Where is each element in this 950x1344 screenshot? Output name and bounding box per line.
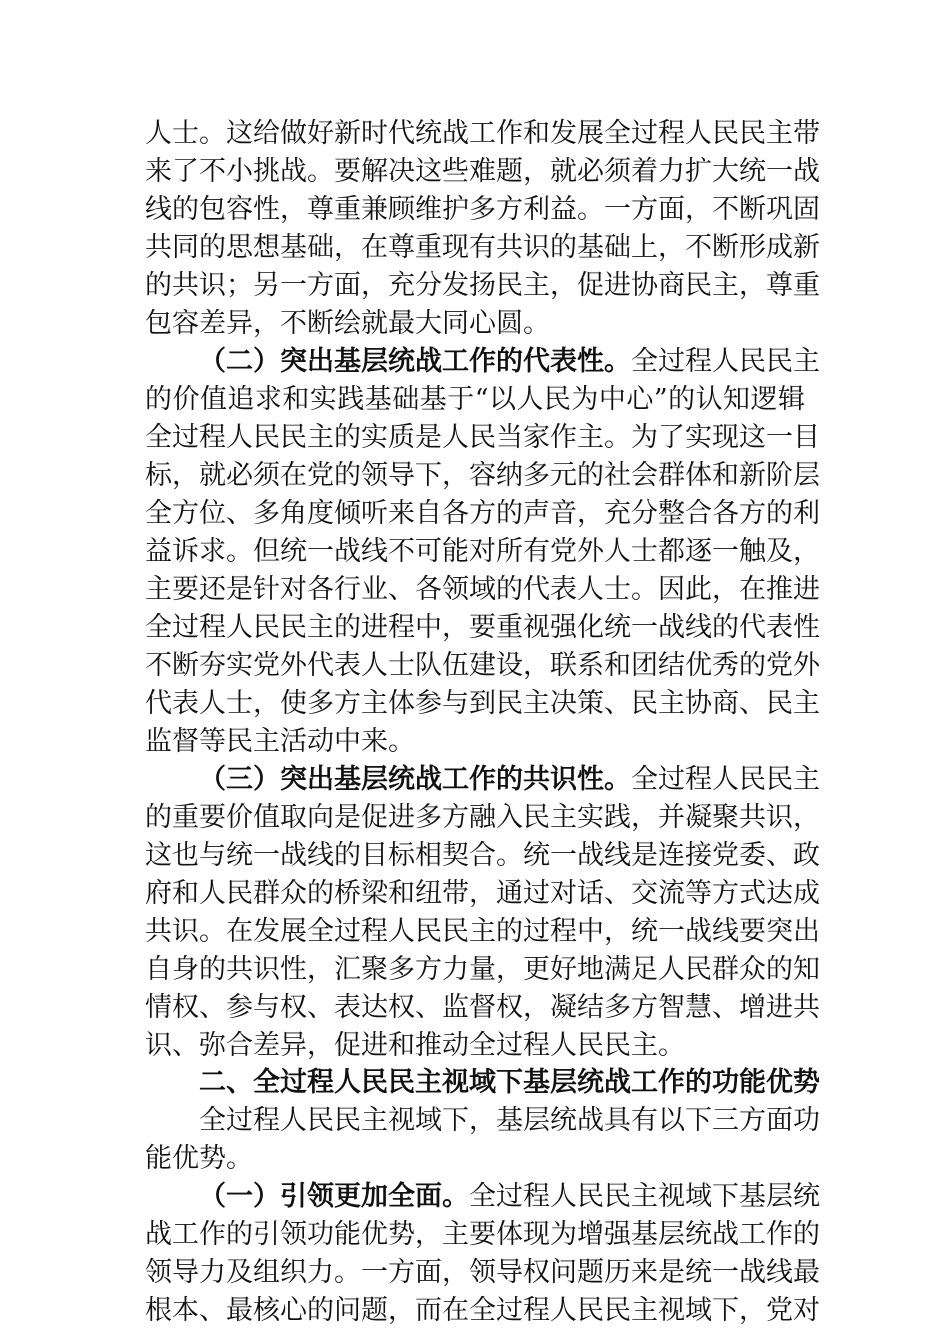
text-line: 自身的共识性，汇聚多方力量，更好地满足人民群众的知 [145,954,820,985]
text-line: 这也与统一战线的目标相契合。统一战线是连接党委、政 [145,840,820,871]
text-line: 监督等民主活动中来。 [145,726,415,757]
text-line: 主要还是针对各行业、各领域的代表人士。因此，在推进 [145,574,820,605]
text-line: 全过程人民民主的进程中，要重视强化统一战线的代表性 [145,612,820,643]
text-line: 共识。在发展全过程人民民主的过程中，统一战线要突出 [145,916,820,947]
text-line: 不断夯实党外代表人士队伍建设，联系和团结优秀的党外 [145,650,820,681]
text-span: 全过程人民民主 [631,346,820,377]
paragraph-first-line [199,345,820,379]
text-line: 战工作的引领功能优势，主要体现为增强基层统战工作的 [145,1219,820,1250]
text-line: 全过程人民民主视域下，基层统战具有以下三方面功 [199,1105,820,1136]
text-line: 代表人士，使多方主体参与到民主决策、民主协商、民主 [145,688,820,719]
text-line: 府和人民群众的桥梁和纽带，通过对话、交流等方式达成 [145,878,820,909]
text-line: 的价值追求和实践基础基于“以人民为中心”的认知逻辑 [145,384,805,415]
text-span: 全过程人民民主视域下基层统 [469,1181,820,1212]
paragraph-first-line [199,763,820,797]
text-line: 线的包容性，尊重兼顾维护多方利益。一方面，不断巩固 [145,194,820,225]
text-line: 能优势。 [145,1143,253,1174]
text-line: 共同的思想基础，在尊重现有共识的基础上，不断形成新 [145,232,820,263]
text-line: 的共识；另一方面，充分发扬民主，促进协商民主，尊重 [145,270,820,301]
section-heading: 二、全过程人民民主视域下基层统战工作的功能优势 [199,1067,820,1098]
text-line: 的重要价值取向是促进多方融入民主实践，并凝聚共识， [145,802,820,833]
subheading-lead: （二）突出基层统战工作的代表性。 [199,346,631,377]
subheading-lead: （三）突出基层统战工作的共识性。 [199,764,631,795]
text-line: 识、弥合差异，促进和推动全过程人民民主。 [145,1030,685,1061]
text-line: 全方位、多角度倾听来自各方的声音，充分整合各方的利 [145,498,820,529]
text-line: 情权、参与权、表达权、监督权，凝结多方智慧、增进共 [145,992,820,1023]
text-line: 全过程人民民主的实质是人民当家作主。为了实现这一目 [145,422,820,453]
text-line: 领导力及组织力。一方面，领导权问题历来是统一战线最 [145,1257,820,1288]
text-line: 来了不小挑战。要解决这些难题，就必须着力扩大统一战 [145,156,820,187]
text-span: 全过程人民民主 [631,764,820,795]
subheading-lead: （一）引领更加全面。 [199,1181,469,1212]
text-line: 标，就必须在党的领导下，容纳多元的社会群体和新阶层 [145,460,820,491]
text-line: 益诉求。但统一战线不可能对所有党外人士都逐一触及， [145,536,820,567]
text-line: 人士。这给做好新时代统战工作和发展全过程人民民主带 [145,118,820,149]
text-line: 包容差异，不断绘就最大同心圆。 [145,308,550,339]
paragraph-first-line [199,1180,820,1214]
text-line: 根本、最核心的问题，而在全过程人民民主视域下，党对 [145,1295,820,1326]
